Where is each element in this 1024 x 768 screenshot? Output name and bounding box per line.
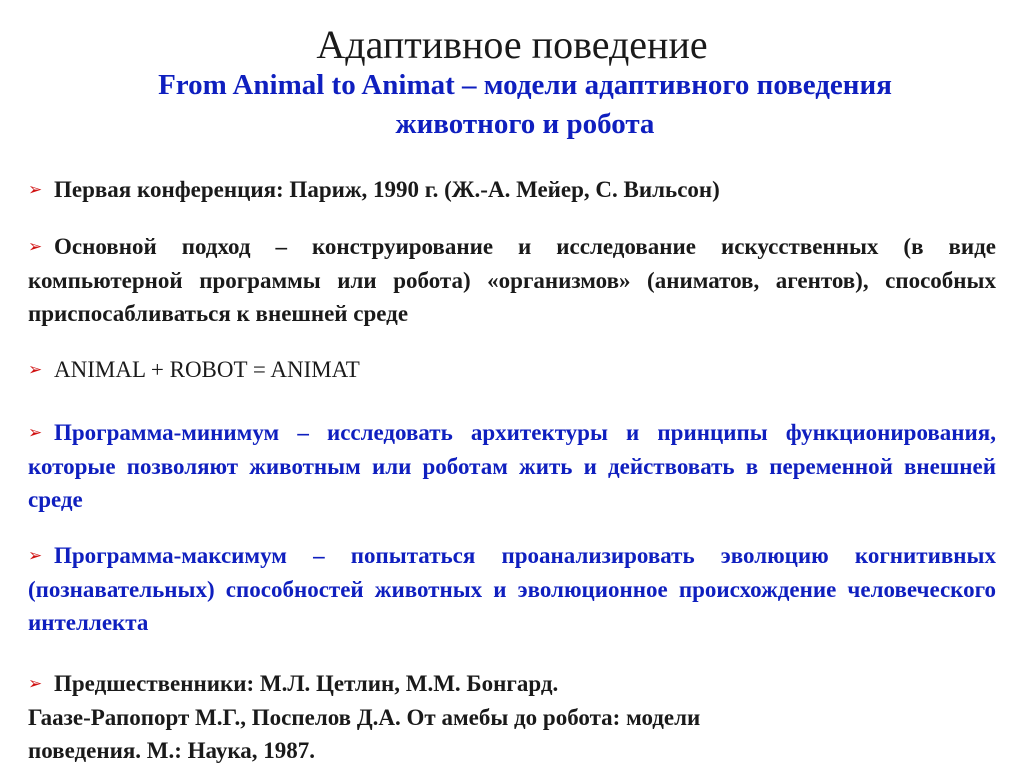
arrow-bullet-icon: ➢ <box>28 423 43 443</box>
bullet-text: Основной подход – конструирование и исследование искусственных (в виде компьютерной программы или робота) «организмов» (аниматов, агентов), способных приспосабливаться к внешней среде <box>28 234 996 326</box>
bullet-text: ANIMAL + ROBOT = ANIMAT <box>54 357 360 382</box>
bullet-first-conference <box>28 173 996 207</box>
arrow-bullet-icon: ➢ <box>28 180 43 200</box>
bullet-text: Предшественники: М.Л. Цетлин, М.М. Бонгард. <box>54 671 559 696</box>
bullet-program-maximum <box>28 539 996 639</box>
bullet-predecessors <box>28 667 996 701</box>
slide-subtitle <box>60 66 990 144</box>
bullet-text: Первая конференция: Париж, 1990 г. (Ж.-А. Мейер, С. Вильсон) <box>54 177 720 202</box>
reference-line-1: Гаазе-Рапопорт М.Г., Поспелов Д.А. От амебы до робота: модели <box>28 705 701 730</box>
subtitle-line-1: From Animal to Animat – модели адаптивного поведения <box>158 69 892 101</box>
arrow-bullet-icon: ➢ <box>28 546 43 566</box>
bullet-text: Программа-максимум – попытаться проанализировать эволюцию когнитивных (познавательных) способностей животных и эволюционное происхождение человеческого интеллекта <box>28 543 996 635</box>
subtitle-line-2: животного и робота <box>395 108 655 140</box>
arrow-bullet-icon: ➢ <box>28 360 43 380</box>
bullet-animat-formula <box>28 353 996 387</box>
reference <box>28 701 996 767</box>
arrow-bullet-icon: ➢ <box>28 674 43 694</box>
reference-line-2: поведения. М.: Наука, 1987. <box>28 738 316 763</box>
arrow-bullet-icon: ➢ <box>28 237 43 257</box>
bullet-program-minimum <box>28 416 996 516</box>
slide-title: Адаптивное поведение <box>316 22 708 67</box>
bullet-text: Программа-минимум – исследовать архитектуры и принципы функционирования, которые позволяют животным или роботам жить и действовать в переменной внешней среде <box>28 420 996 512</box>
bullet-main-approach <box>28 230 996 330</box>
